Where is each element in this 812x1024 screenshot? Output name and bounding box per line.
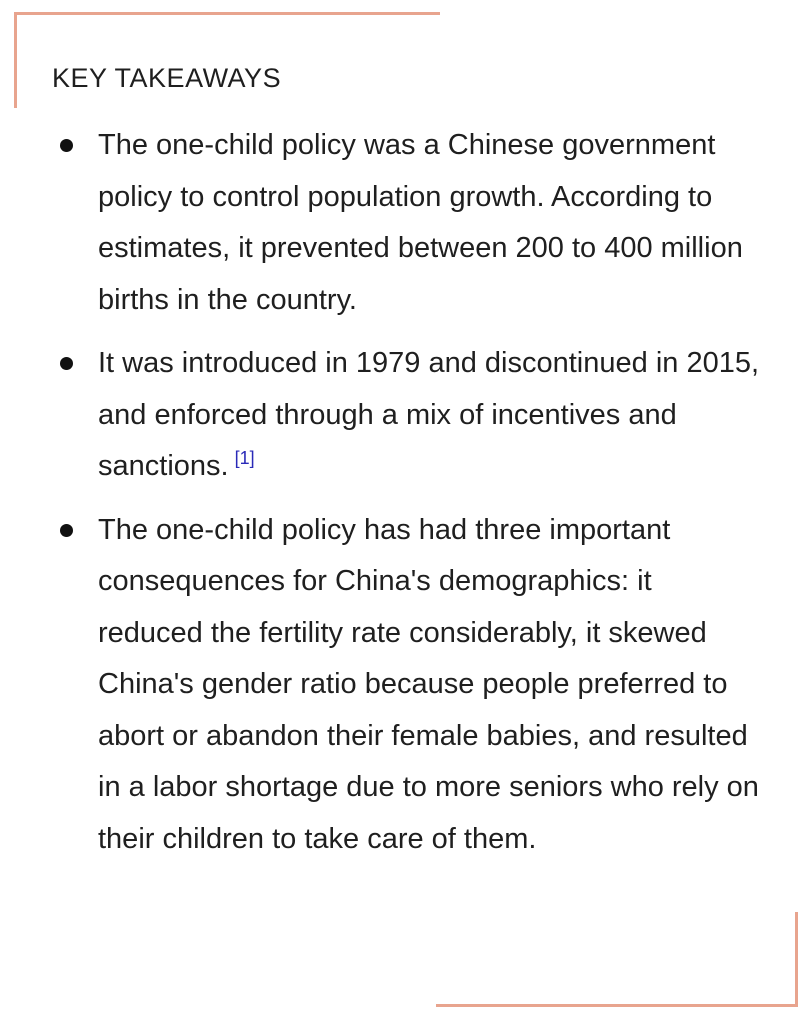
citation-link[interactable]: [1] [234, 448, 255, 469]
takeaway-item [52, 338, 764, 493]
key-takeaways-box [52, 58, 764, 877]
frame-corner-top-horizontal [14, 12, 440, 15]
bullet-dot-icon [60, 524, 73, 537]
takeaways-list [52, 120, 764, 865]
takeaway-text: It was introduced in 1979 and discontinued in 2015, and enforced through a mix of incentives and sanctions. [98, 347, 760, 482]
takeaway-item [52, 505, 764, 866]
bullet-dot-icon [60, 357, 73, 370]
key-takeaways-title: KEY TAKEAWAYS [52, 63, 282, 93]
frame-corner-bottom-vertical [795, 912, 798, 1007]
takeaway-text: The one-child policy has had three important consequences for China's demographics: it reduced the fertility rate considerably, it skewed China's gender ratio because people preferred to abort or abandon their female babies, and resulted in a labor shortage due to more seniors who rely on their children to take care of them. [98, 513, 759, 855]
frame-corner-bottom-horizontal [436, 1004, 798, 1007]
frame-corner-top-vertical [14, 12, 17, 108]
takeaway-text: The one-child policy was a Chinese government policy to control population growth. According to estimates, it prevented between 200 to 400 million births in the country. [98, 129, 743, 316]
bullet-dot-icon [60, 139, 73, 152]
takeaway-item [52, 120, 764, 326]
